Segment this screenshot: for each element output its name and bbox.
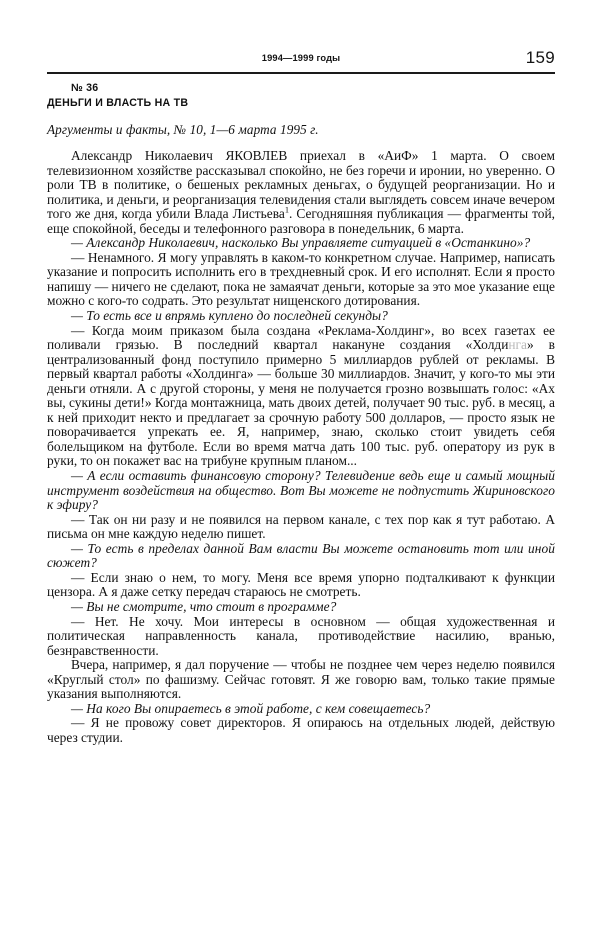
paragraph-question-3: — А если оставить финансовую сторону? Телевидение ведь еще и самый мощный инструмент воздействия на общество. Вот Вы можете не подпустить Жириновского к эфиру? [47, 468, 555, 513]
paragraph-answer-5-continued: Вчера, например, я дал поручение — чтобы не позднее чем через неделю появился «Круглый стол» по фашизму. Сейчас готовят. Я же говорю вам, только такие прямые указания выполняются. [47, 657, 555, 702]
document-body [47, 82, 555, 745]
paragraph-answer-1: — Ненамного. Я могу управлять в каком-то конкретном случае. Например, написать указание и попросить исполнить его в трехдневный срок. И его исполнят. Если я просто напишу — ничего не сделают, пока не замаячат деньги, которые за это мое указание еще можно с кого-то содрать. Это результат нищенского дотирования. [47, 249, 555, 309]
paragraph-answer-4: — Если знаю о нем, то могу. Меня все время упорно подталкивают к функции цензора. А я даже сетку передач стараюсь не смотреть. [47, 569, 555, 600]
paragraph-question-6: — На кого Вы опираетесь в этой работе, с кем совещаетесь? [71, 700, 431, 716]
paragraph-answer-6: — Я не провожу совет директоров. Я опираюсь на отдельных людей, действую через студии. [47, 715, 555, 745]
answer-2-faded-fragment: нга [508, 337, 527, 353]
header-divider [47, 72, 555, 74]
running-head [47, 48, 555, 74]
paragraph-question-4: — То есть в пределах данной Вам власти Вы можете остановить тот или иной сюжет? [47, 540, 555, 571]
answer-2-text-part-1: — Когда моим приказом была создана «Реклама-Холдинг», во всех газетах ее поливали грязью. В последний квартал накануне создания «Холди [47, 322, 555, 353]
paragraph-answer-5: — Нет. Не хочу. Мои интересы в основном — общая художественная и политическая направленность канала, противодействие насилию, вранью, безнравственности. [47, 613, 555, 658]
paragraph-question-5: — Вы не смотрите, что стоит в программе? [71, 598, 337, 614]
document-source-line: Аргументы и факты, № 10, 1—6 марта 1995 г. [47, 122, 319, 137]
page-number: 159 [525, 48, 555, 67]
document-title: ДЕНЬГИ И ВЛАСТЬ НА ТВ [47, 97, 189, 109]
answer-2-text-part-2: » в централизованный фонд поступило примерно 5 миллиардов рублей от рекламы. В первый квартал работы «Холдинга» — больше 30 миллиардов. Значит, у кого-то мы эти деньги отняли. А с другой стороны, у меня не получается грозно возвышать голос: «Ах вы, сукины дети!» Когда монтажница, мать двоих детей, получает 90 тыс. руб. в месяц, а к ней приходит некто и предлагает за срочную работу 500 долларов, — просто язык не поворачивается упрекать ее. Я, например, знаю, сколько стоит увидеть себя болельщиком на футболе. Если во время матча дать 100 тыс. руб. оператору из рук в руки, то он покажет вас на трибуне крупным планом... [47, 337, 555, 469]
paragraph-answer-3: — Так он ни разу и не появился на первом канале, с тех пор как я тут работаю. А письма он мне каждую неделю пишет. [47, 511, 555, 542]
paragraph-question-1: — Александр Николаевич, насколько Вы управляете ситуацией в «Останкино»? [71, 235, 531, 251]
document-number: № 36 [71, 82, 99, 94]
paragraph-intro [47, 149, 555, 236]
footnote-marker: 1 [284, 205, 289, 215]
intro-text-after-footnote: . Сегодняшняя публикация — фрагменты той, еще спокойной, беседы и телефонного разговора в понедельник, 6 марта. [47, 206, 555, 236]
intro-text-before-footnote: Александр Николаевич ЯКОВЛЕВ приехал в «АиФ» 1 марта. О своем телевизионном хозяйстве рассказывал спокойно, не без горечи и иронии, но уверенно. О роли ТВ в политике, о бешеных рекламных деньгах, о будущей реорганизации. Но и политика, и деньги, и реорганизация телевидения стали выглядеть совсем иначе вечером того же дня, когда убили Влада Листьева [47, 148, 555, 222]
paragraph-answer-2 [47, 324, 555, 469]
paragraph-question-2: — То есть все и впрямь куплено до последней секунды? [71, 308, 388, 324]
running-head-title: 1994—1999 годы [261, 53, 341, 63]
